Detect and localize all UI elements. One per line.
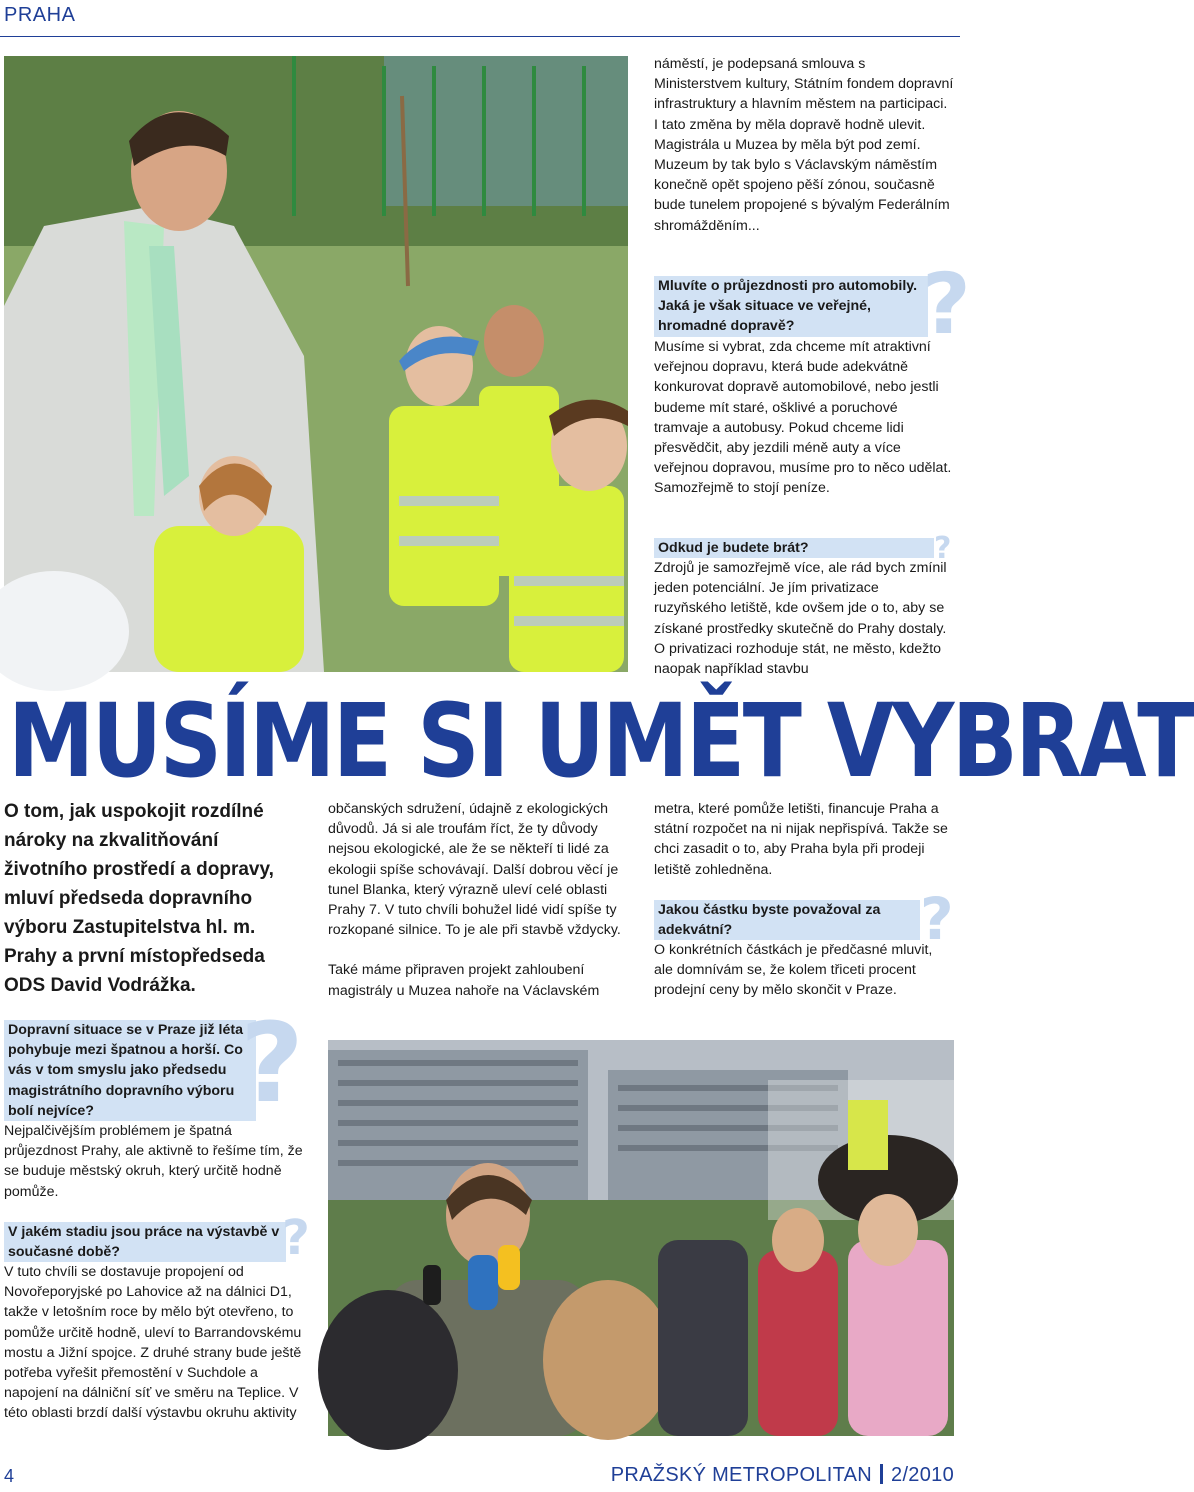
photo-children-vests-illustration (4, 56, 628, 672)
footer-separator (880, 1464, 883, 1484)
paragraph: občanských sdružení, údajně z ekologických důvodů. Já si ale troufám říct, že ty důvody nejsou ekologické, ale že se někteří ti lidé za ekologii spíše schovávají. Další dobrou věcí je tunel Blanka, který výrazně uleví celé oblasti Prahy 7. V tuto chvíli bohužel lidé vidí spíše ty rozkopané silnice. To je ale při stavbě vždycky. (328, 801, 621, 939)
question-box-3 (654, 900, 920, 940)
answer-text: Zdrojů je samozřejmě více, ale rád bych zmínil jeden potenciální. Je jím privatizace ruzyňského letiště, kde ovšem jde o to, aby se získané prostředky skutečně do Prahy dostaly. O privatizaci rozhoduje stát, ne město, kdežto naopak například stavbu (654, 560, 947, 678)
question-box-left-1 (4, 1020, 256, 1121)
question-mark-icon: ? (240, 999, 304, 1127)
answer-1 (654, 337, 954, 499)
article-text-right-top (654, 54, 954, 236)
answer-2 (654, 558, 954, 679)
paragraph: náměstí, je podepsaná smlouva s Ministerstvem kultury, Státním fondem dopravní infrastruktury a hlavním městem na participaci. I tato změna by měla dopravě hodně ulevit. Magistrála u Muzea by měla být pod zemí. Muzeum by tak bylo s Václavským náměstím konečně opět spojeno pěší zónou, současně bude tunelem propojené s bývalým Federálním shromážděním... (654, 56, 954, 234)
headline: MUSÍME SI UMĚT VYBRAT (8, 682, 1194, 801)
answer-text: Musíme si vybrat, zda chceme mít atraktivní veřejnou dopravu, která bude adekvátně konkurovat dopravě automobilové, nebo jestli budeme mít staré, ošklivé a poruchové tramvaje a autobusy. Pokud chceme lidi přesvědčit, aby jezdili méně auty a více veřejnou dopravou, musíme pro to něco udělat. Samozřejmě to stojí peníze. (654, 339, 952, 497)
question-text: Dopravní situace se v Praze již léta pohybuje mezi špatnou a horší. Co vás v tom smyslu jako předsedu magistrátního dopravního výboru bolí nejvíce? (8, 1022, 243, 1119)
paragraph: Také máme připraven projekt zahloubení magistrály u Muzea nahoře na Václavském (328, 962, 600, 999)
answer-text: Nejpalčivějším problémem je špatná průjezdnost Prahy, ale aktivně to řešíme tím, že se buduje městský okruh, který určitě hodně pomůže. (4, 1123, 303, 1200)
photo-children-vests (4, 56, 628, 672)
question-mark-icon: ? (920, 885, 954, 953)
header-rule (0, 36, 960, 37)
lead-paragraph: O tom, jak uspokojit rozdílné nároky na zkvalitňování životního prostředí a dopravy, mluví předseda dopravního výboru Zastupitelstva hl. m. Prahy a první místopředseda ODS David Vodrážka. (4, 801, 274, 996)
issue-number: 2/2010 (891, 1464, 954, 1486)
question-mark-icon: ? (282, 1210, 310, 1266)
footer-magazine (611, 1464, 954, 1487)
paragraph: metra, které pomůže letišti, financuje Praha a státní rozpočet na ni nijak nepřispívá. Takže se chci zasadit o to, aby Praha byla při prodeji letiště zohledněna. (654, 801, 948, 878)
article-text-right-bottom (654, 799, 954, 880)
question-mark-icon: ? (934, 531, 952, 566)
answer-text: O konkrétních částkách je předčasné mluvit, ale domnívám se, že kolem třiceti procent prodejní ceny by mělo skončit v Praze. (654, 942, 933, 999)
question-box-2 (654, 538, 934, 558)
magazine-name: PRAŽSKÝ METROPOLITAN (610, 1464, 873, 1486)
photo-press-interview-illustration (328, 1040, 954, 1436)
article-text-middle (328, 799, 630, 1001)
section-label: PRAHA (4, 4, 76, 26)
question-text: Jakou částku byste považoval za adekvátní? (658, 902, 881, 939)
question-box-1 (654, 276, 928, 337)
answer-left-2 (4, 1262, 304, 1424)
answer-left-1 (4, 1121, 304, 1202)
photo-press-interview (328, 1040, 954, 1436)
question-text: Odkud je budete brát? (658, 540, 809, 556)
answer-text: V tuto chvíli se dostavuje propojení od Novořeporyjské po Lahovice až na dálnici D1, takže v letošním roce by mělo být otevřeno, to pomůže určitě hodně, uleví to Barrandovskému mostu a Jižní spojce. Z druhé strany bude ještě potřeba vyřešit přemostění v Suchdole a napojení na dálniční síť ve směru na Teplice. V této oblasti brzdí další výstavbu okruhu aktivity (4, 1264, 302, 1422)
question-text: Mluvíte o průjezdnosti pro automobily. Jaká je však situace ve veřejné, hromadné dopravě? (658, 278, 918, 335)
question-text: V jakém stadiu jsou práce na výstavbě v současné době? (8, 1224, 280, 1261)
question-mark-icon: ? (922, 255, 971, 353)
answer-3 (654, 940, 954, 1001)
question-box-left-2 (4, 1222, 286, 1262)
page-number: 4 (4, 1466, 15, 1486)
